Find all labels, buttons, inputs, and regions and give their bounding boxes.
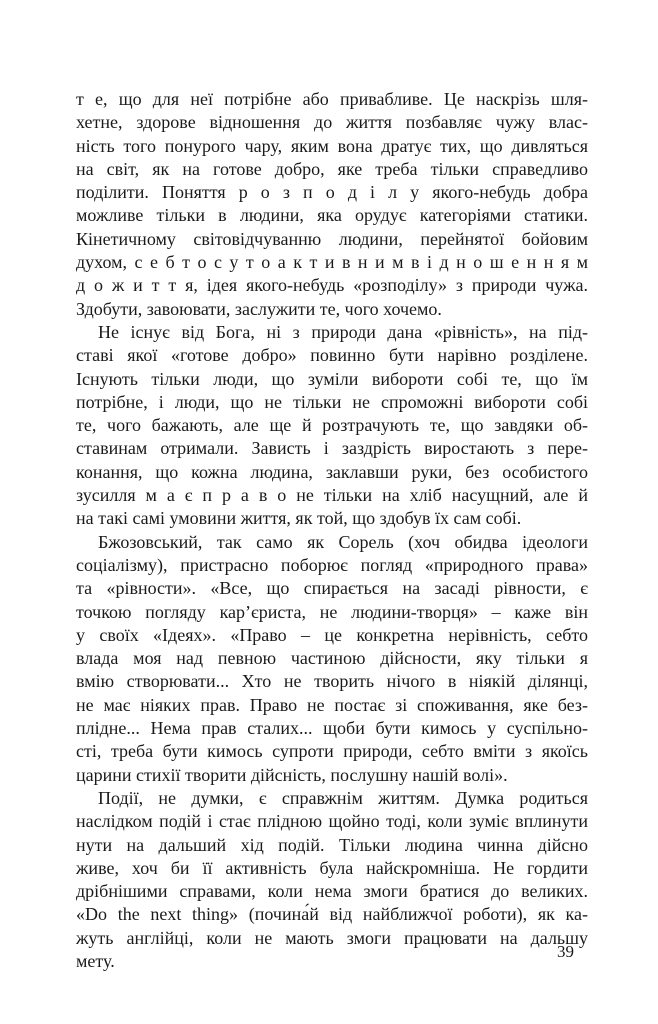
text-line: «Do the next thing» (почина́й від найближчої роботи), як ка- [76,904,588,925]
text-line: живе, хоч би її активність була найскромніша. Не гордити [76,857,588,878]
text-line: соціалізму), пристрасно поборює погляд «природного права» [76,554,588,575]
text-line: нути на дальший хід подій. Тільки людина чинна дійсно [76,834,588,855]
text-line: вмію створювати... Хто не творить нічого в ніякій ділянці, [76,671,588,692]
text-line: Здобути, завоювати, заслужити те, чого хочемо. [76,298,442,319]
text-line: жуть англійці, коли не мають змоги працювати на дальшу [76,927,588,948]
paragraph [76,321,588,531]
paragraph [76,531,588,787]
text-line: потрібне, і люди, що не тільки не спроможні вибороти собі [76,391,588,412]
text-line: конання, що кожна людина, заклавши руки, без особистого [76,461,588,482]
text-line: дрібнішими справами, коли нема змоги братися до великих. [76,881,588,902]
text-line: зусилля м а є п р а в о не тільки на хліб насущний, але й [76,485,588,506]
text-line: на світ, як на готове добро, яке треба тільки справедливо [76,158,588,179]
text-line: те, чого бажають, але ще й розтрачують те, що завдяки об- [76,415,588,436]
text-line: сті, треба бути кимось супроти природи, себто вміти з якоїсь [76,741,588,762]
text-line: духом, с е б т о с у т о а к т и в н и м в і д н о ш е н н я м [76,252,588,273]
text-line: хетне, здорове відношення до життя позбавляє чужу влас- [76,112,588,133]
body-text [76,88,588,973]
paragraph [76,88,588,321]
text-line: на такі самі умовини життя, як той, що здобув їх сам собі. [76,508,522,529]
text-line: точкою погляду кар’єриста, не людини-творця» – каже він [76,601,588,622]
text-line: Не існує від Бога, ні з природи дана «рівність», на під- [98,321,588,342]
paragraph [76,787,588,973]
text-line: поділити. Поняття р о з п о д і л у якого-небудь добра [76,182,588,203]
text-line: Існують тільки люди, що зуміли вибороти собі те, що їм [76,368,588,389]
text-line: плідне... Нема прав сталих... щоби бути кимось у суспільно- [76,718,588,739]
text-line: ставинам отримали. Зависть і заздрість виростають з пере- [76,438,588,459]
text-line: мету. [76,950,115,971]
text-line: Події, не думки, є справжнім життям. Думка родиться [98,787,588,808]
text-line: наслідком подій і стає плідною щойно тоді, коли зуміє вплинути [76,811,588,832]
text-line: у своїх «Ідеях». «Право – це конкретна нерівність, себто [76,624,588,645]
text-line: д о ж и т т я, ідея якого-небудь «розподілу» з природи чужа. [76,275,588,296]
text-line: т е, що для неї потрібне або привабливе. Це наскрізь шля- [76,89,588,109]
text-line: ставі якої «готове добро» повинно бути нарівно розділене. [76,345,588,366]
text-line: царини стихії творити дійсність, послушну нашій волі». [76,764,508,785]
text-line: не має ніяких прав. Право не постає зі споживання, яке без- [76,694,588,715]
page-number: 39 [557,942,574,961]
text-line: ність того понурого чару, яким вона дратує тих, що дивляться [76,135,588,156]
text-line: Бжозовський, так само як Сорель (хоч обидва ідеологи [98,531,588,552]
text-line: можливе тільки в людини, яка орудує категоріями статики. [76,205,588,226]
text-line: влада моя над певною частиною дійсности, яку тільки я [76,648,588,669]
text-line: та «рівности». «Все, що спирається на засаді рівности, є [76,578,588,599]
text-line: Кінетичному світовідчуванню людини, перейнятої бойовим [76,228,588,249]
